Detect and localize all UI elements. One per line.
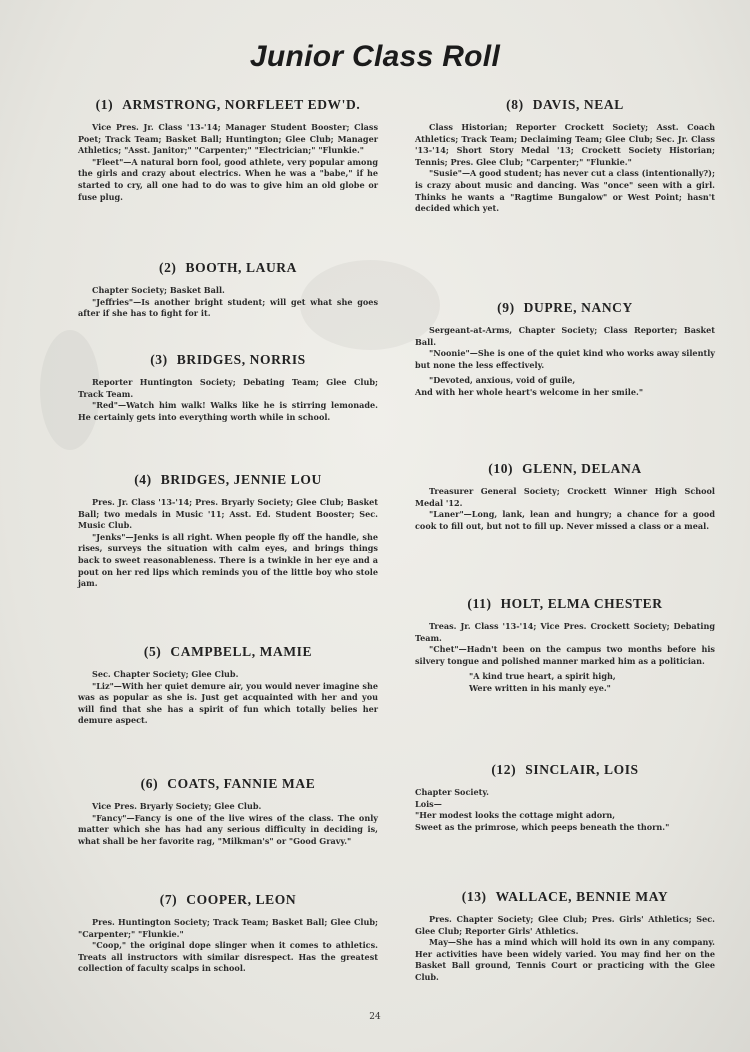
entry-number: (9) [497, 300, 515, 315]
entry-description: "Laner"—Long, lank, lean and hungry; a chance for a good cook to fill out, but not to fill up. Never missed a class or a meal. [415, 509, 715, 531]
entry-name: COATS, FANNIE MAE [167, 776, 316, 791]
entry-heading [78, 644, 378, 660]
entry-heading [78, 472, 378, 488]
entry-name: WALLACE, BENNIE MAY [495, 889, 669, 904]
entry-verse-line: "Devoted, anxious, void of guile, [429, 375, 576, 386]
roll-entry-1 [78, 97, 378, 203]
entry-name: DUPRE, NANCY [523, 300, 633, 315]
entry-activities: Treas. Jr. Class '13-'14; Vice Pres. Crockett Society; Debating Team. [415, 621, 715, 643]
entry-name: CAMPBELL, MAMIE [170, 644, 313, 659]
entry-name: HOLT, ELMA CHESTER [500, 596, 663, 611]
roll-entry-7 [78, 892, 378, 975]
entry-name: GLENN, DELANA [522, 461, 642, 476]
entry-verse-line: Were written in his manly eye." [469, 682, 611, 693]
entry-name: ARMSTRONG, NORFLEET EDW'D. [122, 97, 361, 112]
entry-heading [415, 889, 715, 905]
entry-verse-line: "A kind true heart, a spirit high, [469, 671, 616, 682]
roll-entry-11 [415, 596, 715, 695]
entry-name: DAVIS, NEAL [532, 97, 624, 112]
entry-verse-line: "Her modest looks the cottage might adorn, [415, 810, 616, 821]
entry-verse-line: And with her whole heart's welcome in her smile." [415, 386, 644, 397]
entry-heading [415, 461, 715, 477]
roll-entry-4 [78, 472, 378, 590]
entry-description: May—She has a mind which will hold its own in any company. Her activities have been widely varied. You may find her on the Basket Ball ground, Tennis Court or practicing with the Glee Club. [415, 937, 715, 982]
entry-name: COOPER, LEON [186, 892, 297, 907]
entry-heading [78, 260, 378, 276]
roll-entry-12 [415, 762, 715, 833]
roll-entry-13 [415, 889, 715, 984]
entry-heading [78, 776, 378, 792]
entry-activities: Treasurer General Society; Crockett Winner High School Medal '12. [415, 486, 715, 508]
entry-heading [78, 892, 378, 908]
entry-number: (10) [488, 461, 514, 476]
entry-activities: Pres. Jr. Class '13-'14; Pres. Bryarly Society; Glee Club; Basket Ball; two medals in Music '11; Asst. Ed. Student Booster; Sec. Music Club. [78, 497, 378, 531]
entry-activities: Vice Pres. Bryarly Society; Glee Club. [92, 801, 262, 811]
entry-name: BRIDGES, NORRIS [176, 352, 306, 367]
entry-activities: Sergeant-at-Arms, Chapter Society; Class Reporter; Basket Ball. [415, 325, 715, 347]
entry-number: (13) [461, 889, 487, 904]
entry-name: SINCLAIR, LOIS [525, 762, 639, 777]
entry-description: "Fancy"—Fancy is one of the live wires of the class. The only matter which she has had any serious difficulty in deciding is, what shall be her favorite rag, "Milkman's" or "Good Gravy." [78, 812, 378, 846]
entry-heading [78, 352, 378, 368]
roll-entry-5 [78, 644, 378, 727]
entry-activities: Pres. Huntington Society; Track Team; Basket Ball; Glee Club; "Carpenter;" "Flunkie." [78, 917, 378, 939]
entry-activities: Vice Pres. Jr. Class '13-'14; Manager Student Booster; Class Poet; Track Team; Basket Ball; Huntington; Glee Club; Manager Athletics; "Asst. Janitor;" "Carpenter;" "Electrician;" "Flunkie." [78, 122, 378, 156]
entry-activities: Sec. Chapter Society; Glee Club. [92, 669, 239, 679]
entry-description: "Liz"—With her quiet demure air, you would never imagine she was as popular as she is. Just get acquainted with her and you will find that she has a spirit of fun which totally belies her demure aspect. [78, 680, 378, 726]
page-title: Junior Class Roll [249, 40, 501, 73]
entry-description: "Fleet"—A natural born fool, good athlete, very popular among the girls and crazy about electrics. When he was a "babe," if he started to cry, all one had to do was to give him an old globe or fuse plug. [78, 156, 378, 202]
entry-number: (6) [140, 776, 159, 791]
roll-entry-10 [415, 461, 715, 532]
entry-name: BRIDGES, JENNIE LOU [160, 472, 322, 487]
entry-heading [78, 97, 378, 113]
entry-activities: Class Historian; Reporter Crockett Society; Asst. Coach Athletics; Track Team; Declaiming Team; Glee Club; Sec. Jr. Class '13-'14; Short Story Medal '13; Crockett Society Historian; Tennis; Pres. Glee Club; "Carpenter;" "Flunkie." [415, 122, 715, 167]
entry-heading [415, 596, 715, 612]
roll-entry-3 [78, 352, 378, 423]
entry-number: (12) [491, 762, 517, 777]
roll-entry-2 [78, 260, 378, 320]
entry-description: "Red"—Watch him walk! Walks like he is stirring lemonade. He certainly gets into everything worth while in school. [78, 400, 378, 422]
entry-number: (4) [134, 472, 152, 487]
entry-description: "Noonie"—She is one of the quiet kind who works away silently but none the less effectively. [415, 348, 715, 370]
entry-number: (1) [95, 97, 114, 112]
entry-heading [415, 762, 715, 778]
entry-activities: Pres. Chapter Society; Glee Club; Pres. Girls' Athletics; Sec. Glee Club; Reporter Girls' Athletics. [415, 914, 715, 936]
roll-entry-6 [78, 776, 378, 847]
entry-number: (2) [158, 260, 177, 275]
entry-activities: Reporter Huntington Society; Debating Team; Glee Club; Track Team. [78, 377, 378, 399]
roll-entry-8 [415, 97, 715, 215]
entry-activities: Chapter Society. [415, 787, 489, 797]
entry-number: (7) [159, 892, 178, 907]
entry-description: "Coop," the original dope slinger when it comes to athletics. Treats all instructors with similar disrespect. Has the greatest collection of faculty scalps in school. [78, 940, 378, 974]
entry-number: (3) [150, 352, 168, 367]
entry-number: (5) [143, 644, 162, 659]
entry-description: Lois— [415, 798, 442, 809]
entry-activities: Chapter Society; Basket Ball. [92, 285, 225, 295]
entry-heading [415, 300, 715, 316]
entry-description: "Jenks"—Jenks is all right. When people fly off the handle, she rises, surveys the situation with calm eyes, and brings things back to sweet reasonableness. There is a twinkle in her eye and a pout on her red lips which reminds you of the little boy who stole jam. [78, 531, 378, 589]
entry-verse-line: Sweet as the primrose, which peeps beneath the thorn." [415, 821, 670, 832]
entry-heading [415, 97, 715, 113]
roll-entry-9 [415, 300, 715, 399]
entry-name: BOOTH, LAURA [185, 260, 297, 275]
entry-description: "Jeffries"—Is another bright student; will get what she goes after if she has to fight for it. [78, 296, 378, 319]
entry-description: "Chet"—Hadn't been on the campus two months before his silvery tongue and polished manner marked him as a politician. [415, 644, 715, 666]
entry-number: (11) [467, 596, 492, 611]
entry-description: "Susie"—A good student; has never cut a class (intentionally?); is crazy about music and dancing. Was "once" seen with a girl. Thinks he wants a "Ragtime Bungalow" or West Point; hasn't decided which yet. [415, 168, 715, 214]
entry-number: (8) [506, 97, 524, 112]
page-number: 24 [369, 1012, 381, 1022]
